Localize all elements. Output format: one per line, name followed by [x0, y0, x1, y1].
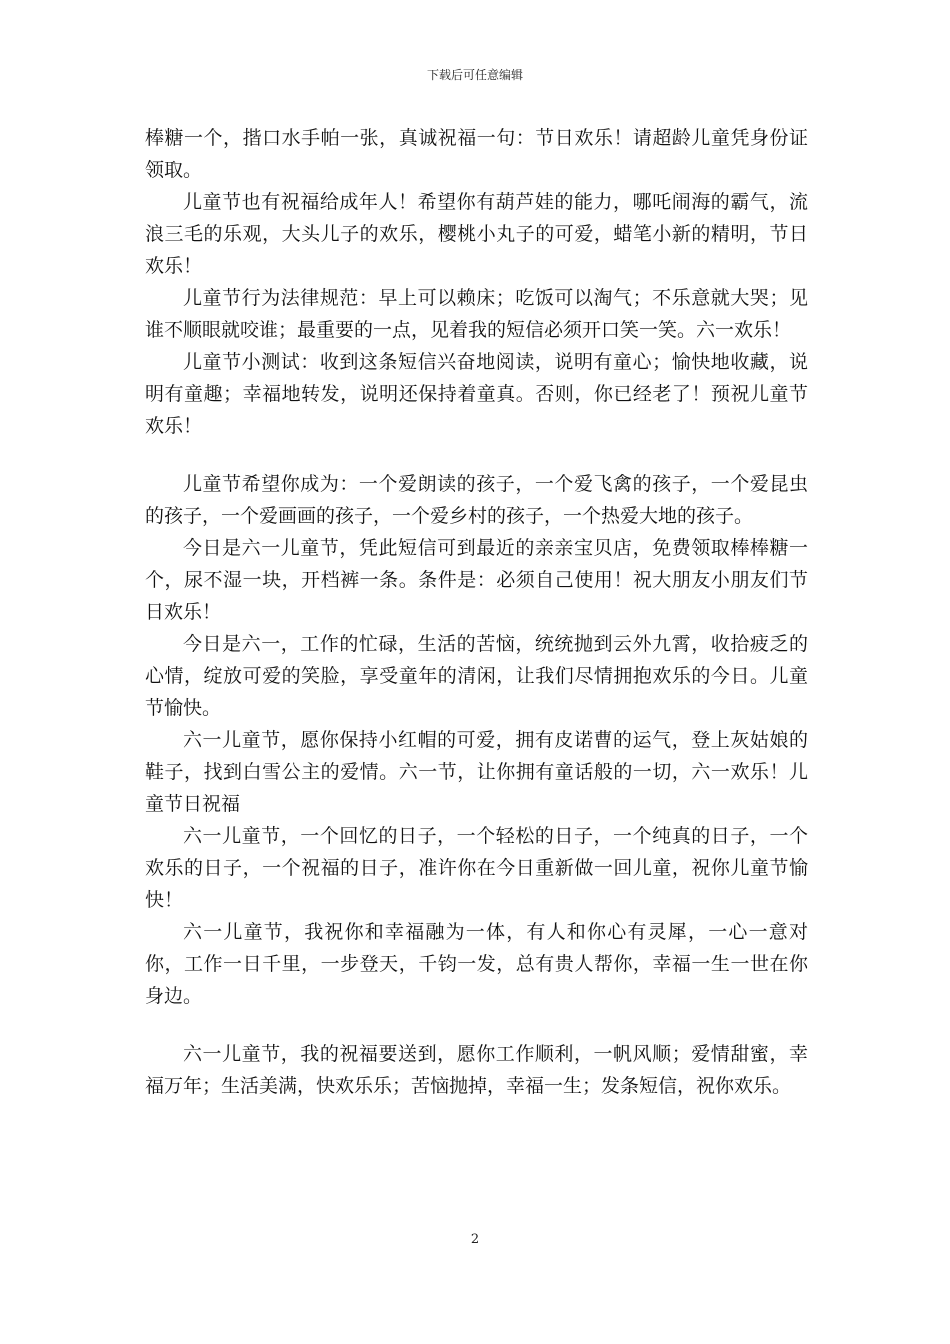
paragraph-10: 六一儿童节，我祝你和幸福融为一体，有人和你心有灵犀，一心一意对你，工作一日千里，一步登天，千钧一发，总有贵人帮你，幸福一生一世在你身边。	[145, 921, 808, 1007]
page-header: 下载后可任意编辑	[426, 68, 523, 82]
paragraph-3: 儿童节行为法律规范：早上可以赖床；吃饭可以淘气；不乐意就大哭；见谁不顺眼就咬谁；最重要的一点，见着我的短信必须开口笑一笑。六一欢乐！	[145, 287, 808, 341]
paragraph-1: 棒糖一个，揩口水手帕一张，真诚祝福一句：节日欢乐！请超龄儿童凭身份证领取。	[145, 127, 808, 181]
paragraph-5: 儿童节希望你成为：一个爱朗读的孩子，一个爱飞禽的孩子，一个爱昆虫的孩子，一个爱画画的孩子，一个爱乡村的孩子，一个热爱大地的孩子。	[145, 473, 808, 527]
paragraph-7: 今日是六一，工作的忙碌，生活的苦恼，统统抛到云外九霄，收拾疲乏的心情，绽放可爱的笑脸，享受童年的清闲，让我们尽情拥抱欢乐的今日。儿童节愉快。	[145, 633, 808, 719]
document-body	[145, 122, 808, 1102]
page-number: 2	[470, 1232, 480, 1247]
paragraph-6: 今日是六一儿童节，凭此短信可到最近的亲亲宝贝店，免费领取棒棒糖一个，尿不湿一块，开档裤一条。条件是：必须自己使用！祝大朋友小朋友们节日欢乐！	[145, 537, 808, 623]
paragraph-2: 儿童节也有祝福给成年人！希望你有葫芦娃的能力，哪吒闹海的霸气，流浪三毛的乐观，大头儿子的欢乐，樱桃小丸子的可爱，蜡笔小新的精明，节日欢乐！	[145, 191, 808, 277]
paragraph-4: 儿童节小测试：收到这条短信兴奋地阅读，说明有童心；愉快地收藏，说明有童趣；幸福地转发，说明还保持着童真。否则，你已经老了！预祝儿童节欢乐！	[145, 351, 808, 437]
paragraph-8: 六一儿童节，愿你保持小红帽的可爱，拥有皮诺曹的运气，登上灰姑娘的鞋子，找到白雪公主的爱情。六一节，让你拥有童话般的一切，六一欢乐！儿童节日祝福	[145, 729, 808, 815]
paragraph-11: 六一儿童节，我的祝福要送到，愿你工作顺利，一帆风顺；爱情甜蜜，幸福万年；生活美满，快欢乐乐；苦恼抛掉，幸福一生；发条短信，祝你欢乐。	[145, 1043, 808, 1097]
paragraph-9: 六一儿童节，一个回忆的日子，一个轻松的日子，一个纯真的日子，一个欢乐的日子，一个祝福的日子，准许你在今日重新做一回儿童，祝你儿童节愉快！	[145, 825, 808, 911]
